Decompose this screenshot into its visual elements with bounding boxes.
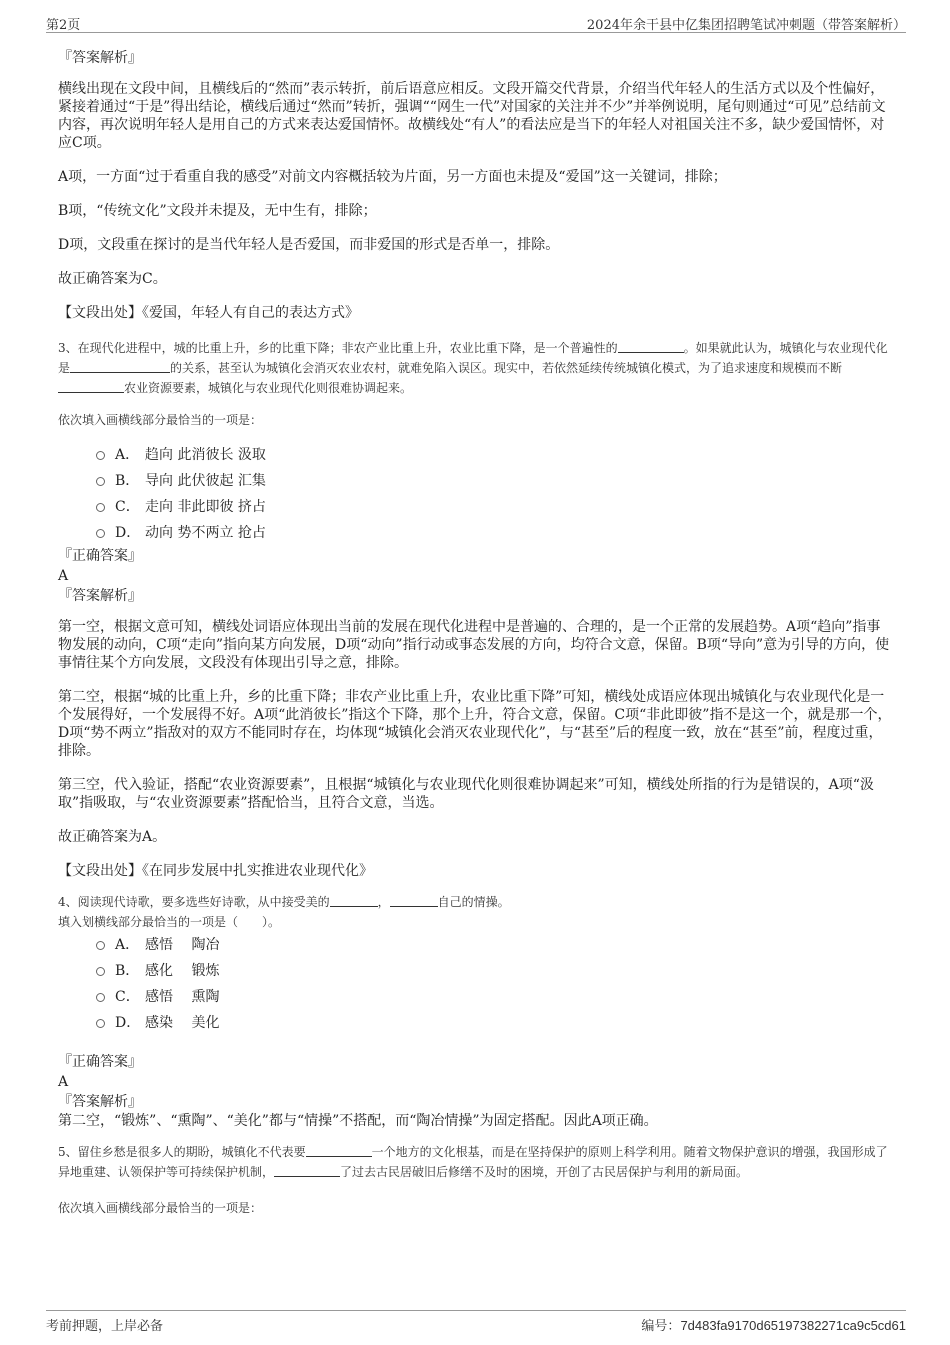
radio-icon[interactable] xyxy=(96,451,105,460)
conclusion: 故正确答案为A。 xyxy=(58,829,167,845)
option-c[interactable]: C． 感悟 熏陶 xyxy=(96,984,893,1010)
analysis-option-d: D项，文段重在探讨的是当代年轻人是否爱国，而非爱国的形式是否单一，排除。 xyxy=(58,237,560,253)
conclusion: 故正确答案为C。 xyxy=(58,271,167,287)
page-content xyxy=(58,48,893,1218)
option-b[interactable]: B． 感化 锻炼 xyxy=(96,958,893,984)
question-4-prompt: 填入划横线部分最恰当的一项是（ ）。 xyxy=(58,915,281,929)
correct-answer: A xyxy=(58,568,69,584)
analysis-paragraph: 横线出现在文段中间，且横线后的“然而”表示转折，前后语意应相反。文段开篇交代背景，介绍当代年轻人的生活方式以及个性偏好，紧接着通过“于是”得出结论，横线后通过“然而”转折，强调““网生一代”对国家的关注并不少”并举例说明，尾句则通过“可见”总结前文内容，再次说明年轻人是用自己的方式来表达爱国情怀。故横线处“有人”的看法应是当下的年轻人对祖国关注不多，缺少爱国情怀，对应C项。 xyxy=(58,81,886,151)
analysis-label: 『答案解析』 xyxy=(58,588,142,604)
radio-icon[interactable] xyxy=(96,529,105,538)
analysis-option-a: A项，一方面“过于看重自我的感受”对前文内容概括较为片面，另一方面也未提及“爱国”这一关键词，排除； xyxy=(58,169,727,185)
passage-source: 【文段出处】《在同步发展中扎实推进农业现代化》 xyxy=(58,863,373,879)
fill-blank xyxy=(274,1164,340,1177)
radio-icon[interactable] xyxy=(96,1019,105,1028)
correct-answer-label: 『正确答案』 xyxy=(58,1054,142,1070)
radio-icon[interactable] xyxy=(96,503,105,512)
fill-blank xyxy=(70,360,170,373)
document-code: 编号：7d483fa9170d65197382271ca9c5cd61 xyxy=(641,1318,906,1334)
question-3-prompt: 依次填入画横线部分最恰当的一项是： xyxy=(58,413,263,427)
analysis-paragraph: 第二空，根据“城的比重上升，乡的比重下降；非农产业比重上升，农业比重下降”可知，横线处成语应体现出城镇化与农业现代化是一个发展得好，一个发展得不好。A项“此消彼长”指这个下降，那个上升，符合文意，保留。C项“非此即彼”指不是这一个，就是那一个，D项“势不两立”指敌对的双方不能同时存在，均体现“城镇化会消灭农业现代化”，与“甚至”后的程度一致，放在“甚至”前，程度过重，排除。 xyxy=(58,689,892,759)
analysis-paragraph: 第一空，根据文意可知，横线处词语应体现出当前的发展在现代化进程中是普遍的、合理的，是一个正常的发展趋势。A项“趋向”指事物发展的动向，C项“走向”指向某方向发展，D项“动向”指行动或事态发展的方向，均符合文意，保留。B项“导向”意为引导的方向，使事情往某个方向发展，文段没有体现出引导之意，排除。 xyxy=(58,619,890,671)
page-header xyxy=(46,12,906,33)
option-a[interactable]: A． 趋向 此消彼长 汲取 xyxy=(96,442,893,468)
option-a[interactable]: A． 感悟 陶冶 xyxy=(96,932,893,958)
page-number: 第2页 xyxy=(46,18,81,33)
option-c[interactable]: C． 走向 非此即彼 挤占 xyxy=(96,494,893,520)
analysis-option-b: B项，“传统文化”文段并未提及，无中生有，排除； xyxy=(58,203,377,219)
footer-slogan: 考前押题，上岸必备 xyxy=(46,1319,164,1334)
fill-blank xyxy=(390,894,438,907)
analysis-label: 『答案解析』 xyxy=(58,50,142,66)
page-footer xyxy=(46,1310,906,1335)
analysis-label: 『答案解析』 xyxy=(58,1094,142,1110)
fill-blank xyxy=(330,894,378,907)
option-d[interactable]: D． 动向 势不两立 抢占 xyxy=(96,520,893,546)
correct-answer: A xyxy=(58,1074,69,1090)
radio-icon[interactable] xyxy=(96,941,105,950)
document-title: 2024年余干县中亿集团招聘笔试冲刺题（带答案解析） xyxy=(586,18,906,33)
question-4-options xyxy=(58,932,893,1036)
analysis-paragraph: 第二空，“锻炼”、“熏陶”、“美化”都与“情操”不搭配，而“陶冶情操”为固定搭配。因此A项正确。 xyxy=(58,1113,658,1129)
question-3-options xyxy=(58,442,893,546)
option-b[interactable]: B． 导向 此伏彼起 汇集 xyxy=(96,468,893,494)
passage-source: 【文段出处】《爱国，年轻人有自己的表达方式》 xyxy=(58,305,359,321)
question-3-stem: 3、在现代化进程中，城的比重上升，乡的比重下降；非农产业比重上升，农业比重下降，是一个普遍性的 。如果就此认为，城镇化与农业现代化是 的关系，甚至认为城镇化会消灭农业农村，就难免陷入误区。现实中，若依然延续传统城镇化模式，为了追求速度和规模而不断农业资源要素，城镇化与农业现代化则很难协调起来。 xyxy=(58,341,888,395)
radio-icon[interactable] xyxy=(96,477,105,486)
fill-blank xyxy=(306,1144,372,1157)
fill-blank xyxy=(58,380,124,393)
option-d[interactable]: D． 感染 美化 xyxy=(96,1010,893,1036)
radio-icon[interactable] xyxy=(96,967,105,976)
fill-blank xyxy=(618,340,684,353)
question-5-prompt: 依次填入画横线部分最恰当的一项是： xyxy=(58,1201,263,1215)
question-4-stem: 4、阅读现代诗歌，要多选些好诗歌，从中接受美的 ， 自己的情操。 xyxy=(58,895,510,909)
radio-icon[interactable] xyxy=(96,993,105,1002)
correct-answer-label: 『正确答案』 xyxy=(58,548,142,564)
analysis-paragraph: 第三空，代入验证，搭配“农业资源要素”，且根据“城镇化与农业现代化则很难协调起来”可知，横线处所指的行为是错误的，A项“汲取”指吸取，与“农业资源要素”搭配恰当，且符合文意，当选。 xyxy=(58,777,874,811)
question-5-stem: 5、留住乡愁是很多人的期盼，城镇化不代表要 一个地方的文化根基，而是在坚持保护的原则上科学利用。随着文物保护意识的增强，我国形成了异地重建、认领保护等可持续保护机制， 了过去古民居破旧后修缮不及时的困境，开创了古民居保护与利用的新局面。 xyxy=(58,1145,888,1179)
